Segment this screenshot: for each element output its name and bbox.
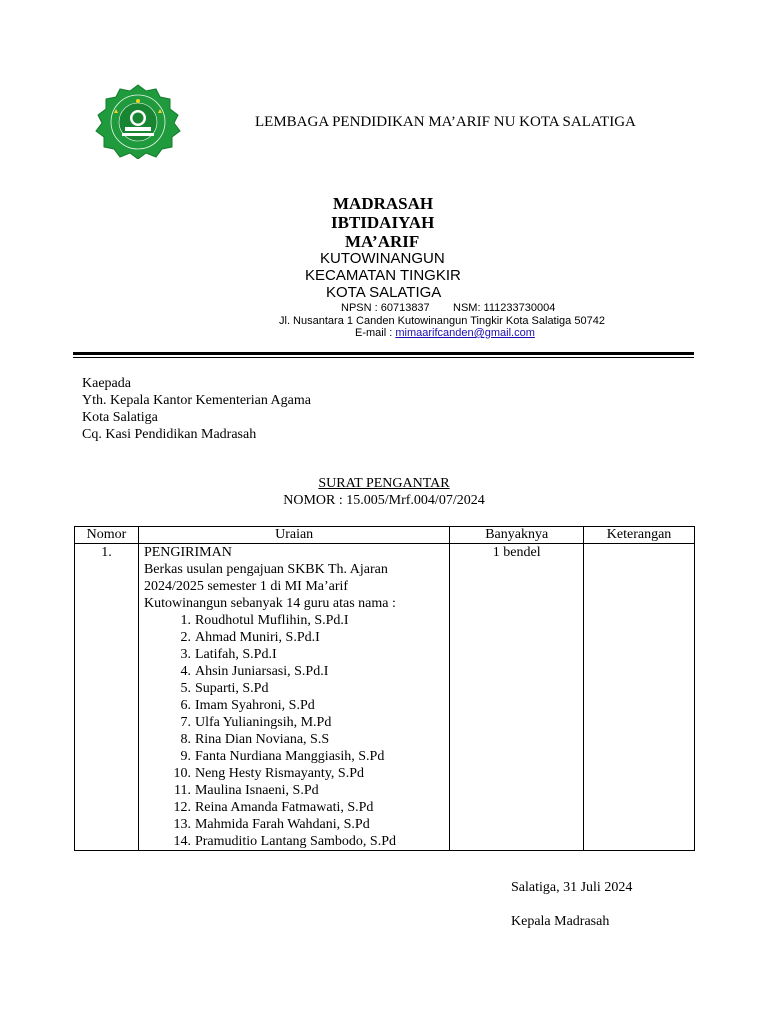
address-text: Jl. Nusantara 1 Canden Kutowinangun Tingkir Kota Salatiga 50742 bbox=[279, 315, 605, 327]
uraian-desc-line1: Berkas usulan pengajuan SKBK Th. Ajaran bbox=[143, 562, 388, 577]
column-header-uraian: Uraian bbox=[138, 527, 449, 544]
nsm-text: NSM: 111233730004 bbox=[453, 302, 556, 314]
list-item-number: 14. bbox=[173, 834, 191, 849]
cell-uraian bbox=[138, 544, 449, 851]
maarif-nu-logo-icon bbox=[92, 83, 184, 159]
list-item-name: Ahmad Muniri, S.Pd.I bbox=[194, 630, 320, 645]
email-link[interactable]: mimaarifcanden@gmail.com bbox=[395, 327, 535, 339]
list-item-name: Mahmida Farah Wahdani, S.Pd bbox=[194, 817, 370, 832]
list-item bbox=[144, 833, 444, 850]
uraian-heading: PENGIRIMAN bbox=[143, 545, 232, 560]
list-item bbox=[144, 816, 444, 833]
school-name-line1: MADRASAH bbox=[333, 194, 434, 213]
city-name: KOTA SALATIGA bbox=[326, 284, 442, 301]
list-item bbox=[144, 765, 444, 782]
recipient-line4: Cq. Kasi Pendidikan Madrasah bbox=[82, 427, 257, 442]
list-item-name: Fanta Nurdiana Manggiasih, S.Pd bbox=[194, 749, 385, 764]
email-label: E-mail : bbox=[355, 327, 393, 339]
column-header-keterangan: Keterangan bbox=[584, 527, 695, 544]
place-date: Salatiga, 31 Juli 2024 bbox=[511, 880, 633, 895]
list-item bbox=[144, 663, 444, 680]
list-item-number: 4. bbox=[180, 664, 191, 679]
column-header-banyaknya: Banyaknya bbox=[450, 527, 584, 544]
list-item-name: Rina Dian Noviana, S.S bbox=[194, 732, 330, 747]
table-header-row bbox=[75, 527, 695, 544]
table-row bbox=[75, 544, 695, 851]
column-header-nomor: Nomor bbox=[75, 527, 139, 544]
uraian-desc-line3: Kutowinangun sebanyak 14 guru atas nama : bbox=[143, 596, 396, 611]
npsn-text: NPSN : 60713837 bbox=[341, 302, 430, 314]
list-item bbox=[144, 782, 444, 799]
cell-nomor: 1. bbox=[75, 544, 139, 851]
list-item-number: 12. bbox=[173, 800, 191, 815]
list-item-name: Reina Amanda Fatmawati, S.Pd bbox=[194, 800, 374, 815]
recipient-line1: Kaepada bbox=[82, 376, 131, 391]
letter-title: SURAT PENGANTAR bbox=[318, 476, 450, 491]
teacher-name-list bbox=[144, 612, 444, 850]
letter-number: NOMOR : 15.005/Mrf.004/07/2024 bbox=[283, 493, 485, 508]
list-item bbox=[144, 680, 444, 697]
list-item bbox=[144, 731, 444, 748]
list-item bbox=[144, 629, 444, 646]
list-item-name: Latifah, S.Pd.I bbox=[194, 647, 277, 662]
list-item-name: Ulfa Yulianingsih, M.Pd bbox=[194, 715, 332, 730]
list-item-name: Ahsin Juniarsasi, S.Pd.I bbox=[194, 664, 329, 679]
school-name-line3: MA’ARIF bbox=[345, 232, 420, 251]
institution-name: LEMBAGA PENDIDIKAN MA’ARIF NU KOTA SALATIGA bbox=[255, 114, 636, 130]
list-item bbox=[144, 612, 444, 629]
recipient-line3: Kota Salatiga bbox=[82, 410, 158, 425]
list-item bbox=[144, 697, 444, 714]
list-item-name: Pramuditio Lantang Sambodo, S.Pd bbox=[194, 834, 397, 849]
district-name: KECAMATAN TINGKIR bbox=[305, 267, 461, 284]
list-item-number: 6. bbox=[180, 698, 191, 713]
list-item-number: 11. bbox=[173, 783, 191, 798]
signatory-position: Kepala Madrasah bbox=[511, 914, 610, 929]
list-item-name: Suparti, S.Pd bbox=[194, 681, 269, 696]
list-item-number: 3. bbox=[180, 647, 191, 662]
school-name-line2: IBTIDAIYAH bbox=[331, 213, 435, 232]
list-item-number: 13. bbox=[173, 817, 191, 832]
cell-banyaknya: 1 bendel bbox=[450, 544, 584, 851]
email-line bbox=[355, 327, 535, 339]
village-name: KUTOWINANGUN bbox=[320, 250, 445, 267]
header-divider-thin bbox=[73, 357, 694, 358]
recipient-line2: Yth. Kepala Kantor Kementerian Agama bbox=[82, 393, 311, 408]
list-item-number: 1. bbox=[180, 613, 191, 628]
list-item bbox=[144, 646, 444, 663]
list-item-number: 8. bbox=[180, 732, 191, 747]
uraian-desc-line2: 2024/2025 semester 1 di MI Ma’arif bbox=[143, 579, 349, 594]
list-item-name: Imam Syahroni, S.Pd bbox=[194, 698, 315, 713]
list-item-number: 2. bbox=[180, 630, 191, 645]
header-divider-thick bbox=[73, 352, 694, 355]
list-item bbox=[144, 748, 444, 765]
list-item-name: Maulina Isnaeni, S.Pd bbox=[194, 783, 319, 798]
list-item-number: 5. bbox=[180, 681, 191, 696]
recipient-block bbox=[82, 375, 311, 443]
cell-keterangan bbox=[584, 544, 695, 851]
list-item bbox=[144, 714, 444, 731]
list-item-number: 7. bbox=[180, 715, 191, 730]
items-table bbox=[74, 526, 695, 851]
list-item-number: 9. bbox=[180, 749, 191, 764]
list-item-number: 10. bbox=[173, 766, 191, 781]
list-item bbox=[144, 799, 444, 816]
list-item-name: Neng Hesty Rismayanty, S.Pd bbox=[194, 766, 364, 781]
list-item-name: Roudhotul Muflihin, S.Pd.I bbox=[194, 613, 349, 628]
